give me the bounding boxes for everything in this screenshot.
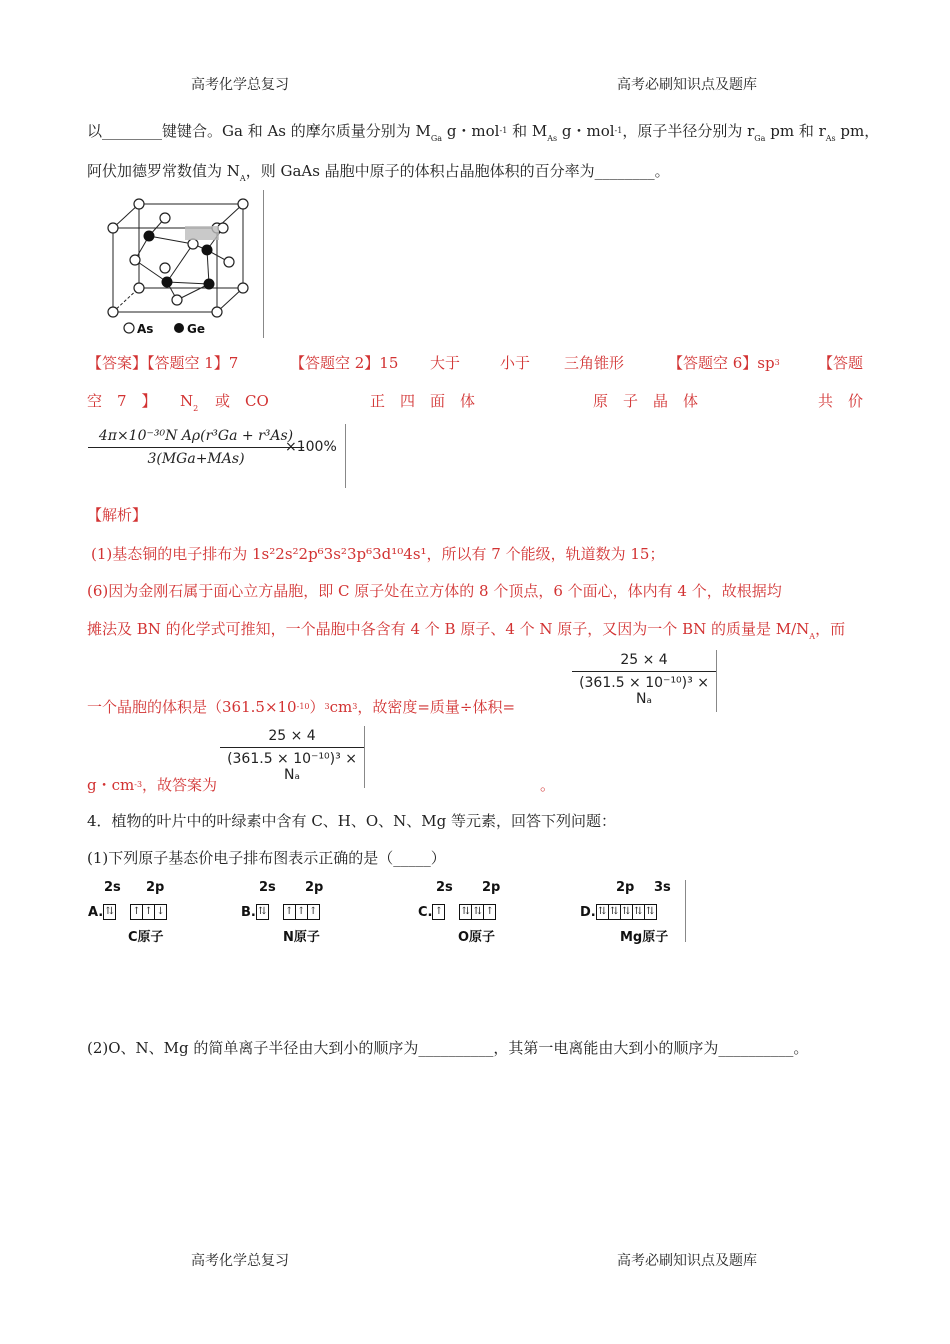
q4-sub1: (1)下列原子基态价电子排布图表示正确的是（_____） bbox=[87, 849, 446, 867]
legend-as: As bbox=[137, 322, 154, 336]
question-line-1: 以________键键合。Ga 和 As 的摩尔质量分别为 $M_{Ga}$ g・mol$^{-1}$ 和 $M_{As}$ g・mol$^{-1}$，原子半径分别为 $r_{Ga}$ pm 和 $r_{As}$ pm， bbox=[87, 122, 880, 143]
analysis-period: 。 bbox=[540, 776, 556, 794]
density-fraction-1: 25 × 4 (361.5 × 10⁻¹⁰)³ × Nₐ bbox=[572, 652, 716, 707]
footer-right: 高考必刷知识点及题库 bbox=[617, 1253, 757, 1269]
formula-percent: ×100% bbox=[285, 439, 337, 455]
analysis-p6-line3: 一个晶胞的体积是$(361.5\times 10^{-10})^3cm^3$，故密度=质量÷体积= bbox=[87, 698, 516, 716]
header-right: 高考必刷知识点及题库 bbox=[617, 77, 757, 93]
answer-covalent: 共 价 bbox=[818, 392, 864, 410]
answer-co: 或 CO bbox=[215, 392, 269, 410]
answer-item-5: 三角锥形 bbox=[564, 354, 625, 372]
density-fraction-2: 25 × 4 (361.5 × 10⁻¹⁰)³ × Nₐ bbox=[220, 728, 364, 783]
footer-left: 高考化学总复习 bbox=[191, 1253, 289, 1269]
q4-sub2: (2)O、N、Mg 的简单离子半径由大到小的顺序为__________，其第一电离能由大到小的顺序为__________。 bbox=[87, 1039, 809, 1057]
analysis-p6-line1: (6)因为金刚石属于面心立方晶胞，即 C 原子处在立方体的 8 个顶点，6 个面心，体内有 4 个，故根据均 bbox=[87, 582, 782, 600]
header-left: 高考化学总复习 bbox=[191, 77, 289, 93]
legend-ge: Ge bbox=[187, 322, 205, 336]
analysis-p6-line4: g・$cm^{-3}$，故答案为 bbox=[87, 776, 218, 794]
question-line-2: 阿伏加德罗常数值为 $N_A$，则 GaAs 晶胞中原子的体积占晶胞体积的百分率为________。 bbox=[87, 162, 670, 183]
analysis-p6-line2: 摊法及 BN 的化学式可推知，一个晶胞中各含有 4 个 B 原子、4 个 N 原子，又因为一个 BN 的质量是 $M/N_A$，而 bbox=[87, 620, 846, 641]
answer-item-2: 【答题空 2】15 bbox=[290, 354, 399, 372]
q4-stem: 4．植物的叶片中的叶绿素中含有 C、H、O、N、Mg 等元素，回答下列问题： bbox=[87, 812, 617, 830]
answer-tetrahedron: 正 四 面 体 bbox=[370, 392, 476, 410]
answer-item-4: 小于 bbox=[500, 354, 531, 372]
answer-formula: 4π×10⁻³⁰N Aρ(r³Ga + r³As) 3(MGa+MAs) bbox=[88, 428, 304, 467]
answer-atomic-crystal: 原 子 晶 体 bbox=[593, 392, 699, 410]
answer-item-6: 【答题空 6】$sp^3$ bbox=[668, 354, 780, 372]
answer-item-7b: 空 7 】 bbox=[87, 392, 157, 410]
answer-item-1: 【答案】【答题空 1】7 bbox=[87, 354, 239, 372]
answer-item-7a: 【答题 bbox=[818, 354, 864, 372]
answer-item-3: 大于 bbox=[430, 354, 461, 372]
analysis-p1: (1)基态铜的电子排布为 1s²2s²2p⁶3s²3p⁶3d¹⁰4s¹，所以有 7 个能级，轨道数为 15； bbox=[91, 545, 665, 563]
crystal-diagram bbox=[105, 188, 270, 338]
analysis-title: 【解析】 bbox=[87, 506, 148, 524]
answer-n2: $N_2$ bbox=[180, 392, 199, 413]
